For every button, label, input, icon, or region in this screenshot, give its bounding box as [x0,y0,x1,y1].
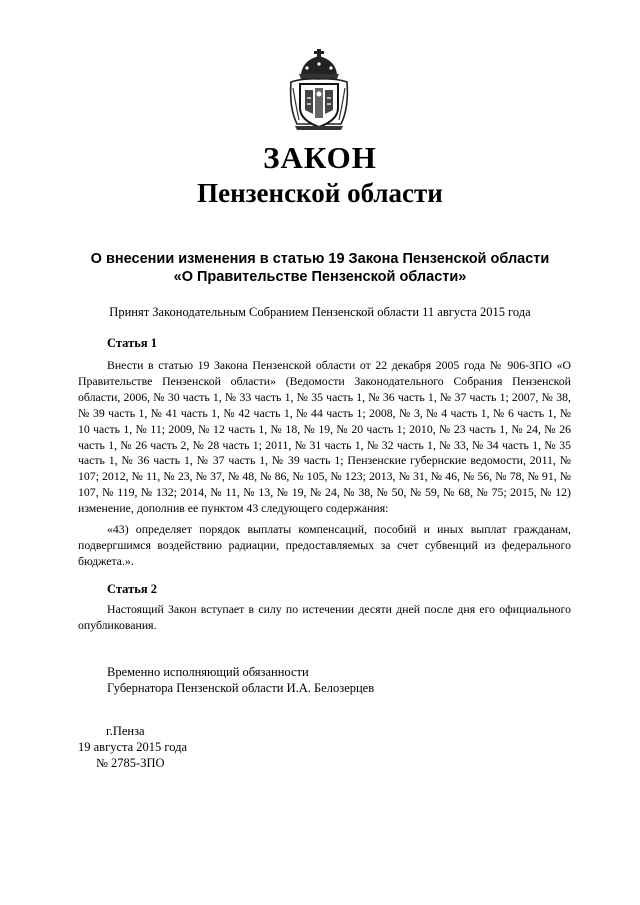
adoption-note: Принят Законодательным Собранием Пензенской области 11 августа 2015 года [109,305,531,319]
article-2-heading: Статья 2 [107,582,157,596]
footer-city: г.Пенза [106,724,145,738]
article-1-heading: Статья 1 [107,336,157,350]
signature-line-2: Губернатора Пензенской области И.А. Белозерцев [107,681,375,695]
article-1-body: Внести в статью 19 Закона Пензенской области от 22 декабря 2005 года № 906-ЗПО «О Правительстве Пензенской области» (Ведомости Законодательного Собрания Пензенской области, 2006, № 30 часть 1, № 33 часть 1, № 35 часть 1, № 36 часть 1, № 37 часть 1; 2007, № 38, № 39 часть 1, № 41 часть 1, № 42 часть 1, № 44 часть 1; 2008, № 3, № 4 часть 1, № 6 часть 1, № 10 часть 1, № 11; 2009, № 12 часть 1, № 18, № 19, № 20 часть 1; 2010, № 23 часть 1, № 24, № 26 часть 1, № 26 часть 2, № 28 часть 1; 2011, № 31 часть 1, № 32 часть 1, № 33, № 34 часть 1, № 35 часть 1, № 36 часть 1, № 37 часть 1, № 39 часть 1; Пензенские губернские ведомости, 2011, № 107; 2012, № 11, № 23, № 37, № 48, № 86, № 105, № 123; 2013, № 31, № 46, № 56, № 78, № 91, № 107, № 119, № 132; 2014, № 11, № 13, № 19, № 24, № 38, № 50, № 59, № 68, № 75; 2015, № 12) изменение, дополнив ее пунктом 43 следующего содержания: [78,358,571,516]
article-1-quote: «43) определяет порядок выплаты компенсаций, пособий и иных выплат гражданам, подвергшимся воздействию радиации, предоставляемых за счет субвенций из федерального бюджета.». [78,522,571,568]
document-region: Пензенской области [197,178,443,208]
footer-number: № 2785-ЗПО [96,756,165,770]
article-2-body: Настоящий Закон вступает в силу по истечении десяти дней после дня его официального опубликования. [78,602,571,632]
document-subject [40,250,600,286]
signature-line-1: Временно исполняющий обязанности [107,665,309,679]
document-footer [78,723,187,771]
penza-coat-of-arms-icon [287,48,351,132]
document-title: ЗАКОН [263,140,377,175]
footer-date: 19 августа 2015 года [78,740,188,754]
subject-line-1: О внесении изменения в статью 19 Закона Пензенской области [90,251,550,267]
signature-block [107,664,374,696]
subject-line-2: «О Правительстве Пензенской области» [173,269,467,285]
